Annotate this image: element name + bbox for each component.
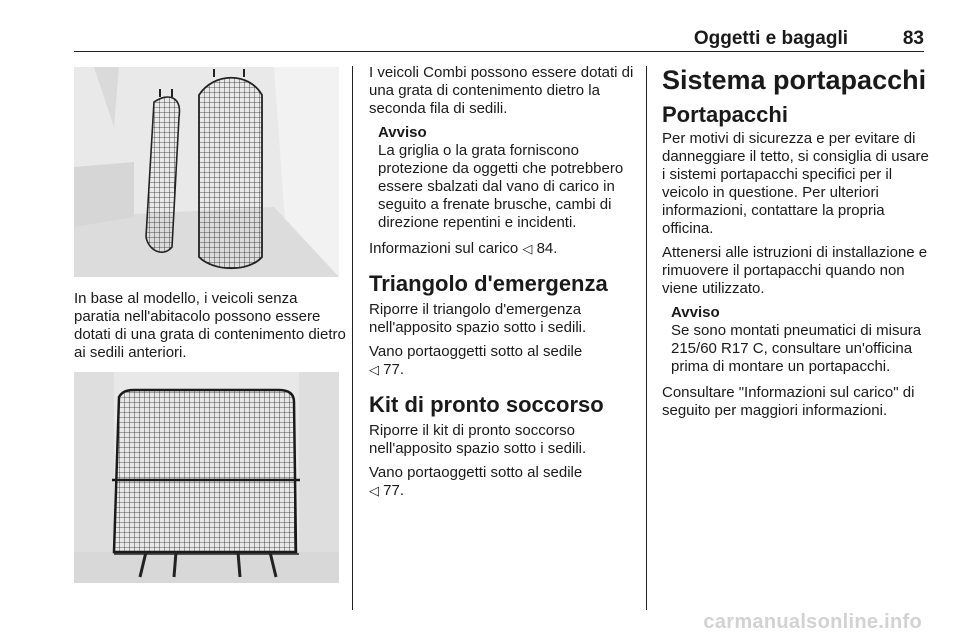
page-ref-arrow-icon: ◁ [369, 362, 379, 377]
load-info-page-link[interactable]: 84. [536, 240, 558, 257]
note-body: Se sono montati pneumatici di misura 215/60 R17 C, consultare un'officina prima di montare un portapacchi. [671, 322, 922, 375]
triangle-storage-text: Vano portaoggetti sotto al sedile [369, 343, 583, 360]
firstaid-paragraph: Riporre il kit di pronto soccorso nell'apposito spazio sotto i sedili. [369, 422, 587, 457]
col1-paragraph: In base al modello, i veicoli senza paratia nell'abitacolo possono essere dotati di una grata di contenimento dietro ai sedili anteriori. [74, 290, 346, 361]
warning-note [378, 124, 634, 232]
roof-rack-paragraph-1: Per motivi di sicurezza e per evitare di danneggiare il tetto, si consiglia di usare i sistemi portapacchi specifici per il veicolo in questione. Per ulteriori informazioni, contattare la propria officina. [662, 130, 929, 237]
roof-rack-paragraph-2: Attenersi alle istruzioni di installazione e rimuovere il portapacchi quando non viene utilizzato. [662, 244, 928, 297]
rear-cargo-grille-illustration [74, 372, 339, 583]
page-ref-arrow-icon: ◁ [522, 241, 533, 256]
firstaid-storage-text: Vano portaoggetti sotto al sedile [369, 464, 583, 481]
header-rule [74, 51, 924, 52]
column-3 [662, 64, 930, 426]
column-2 [369, 64, 634, 506]
cargo-grilles-illustration [74, 67, 339, 277]
roof-rack-subheading: Portapacchi [662, 102, 788, 127]
triangle-storage-reference [369, 343, 634, 379]
page-header-title: Oggetti e bagagli [693, 28, 848, 49]
site-watermark: carmanualsonline.info [703, 611, 922, 633]
note-body: La griglia o la grata forniscono protezione da oggetti che potrebbero essere sbalzati dal vano di carico in seguito a frenate brusche, cambi di direzione repentini e incidenti. [378, 142, 624, 231]
figure-side-cargo-grilles [74, 67, 339, 277]
tyre-note [671, 304, 930, 376]
column-divider-2 [646, 66, 647, 610]
note-title: Avviso [378, 124, 427, 141]
page-number: 83 [902, 28, 924, 49]
roof-rack-paragraph-3: Consultare "Informazioni sul carico" di seguito per maggiori informazioni. [662, 384, 915, 419]
note-title: Avviso [671, 304, 720, 321]
combi-grille-paragraph: I veicoli Combi possono essere dotati di una grata di contenimento dietro la seconda fila di sedili. [369, 64, 634, 117]
firstaid-storage-page-link[interactable]: 77. [383, 482, 405, 499]
page-ref-arrow-icon: ◁ [369, 483, 379, 498]
figure-rear-cargo-grille [74, 372, 339, 583]
column-1-text [74, 290, 346, 368]
firstaid-storage-reference [369, 464, 634, 500]
triangle-storage-page-link[interactable]: 77. [383, 361, 405, 378]
roof-rack-system-heading: Sistema portapacchi [662, 65, 927, 95]
column-divider-1 [352, 66, 353, 610]
load-info-text: Informazioni sul carico [369, 240, 519, 257]
load-info-reference [369, 240, 634, 258]
triangle-heading: Triangolo d'emergenza [369, 271, 608, 296]
firstaid-heading: Kit di pronto soccorso [369, 392, 604, 417]
triangle-paragraph: Riporre il triangolo d'emergenza nell'apposito spazio sotto i sedili. [369, 301, 587, 336]
